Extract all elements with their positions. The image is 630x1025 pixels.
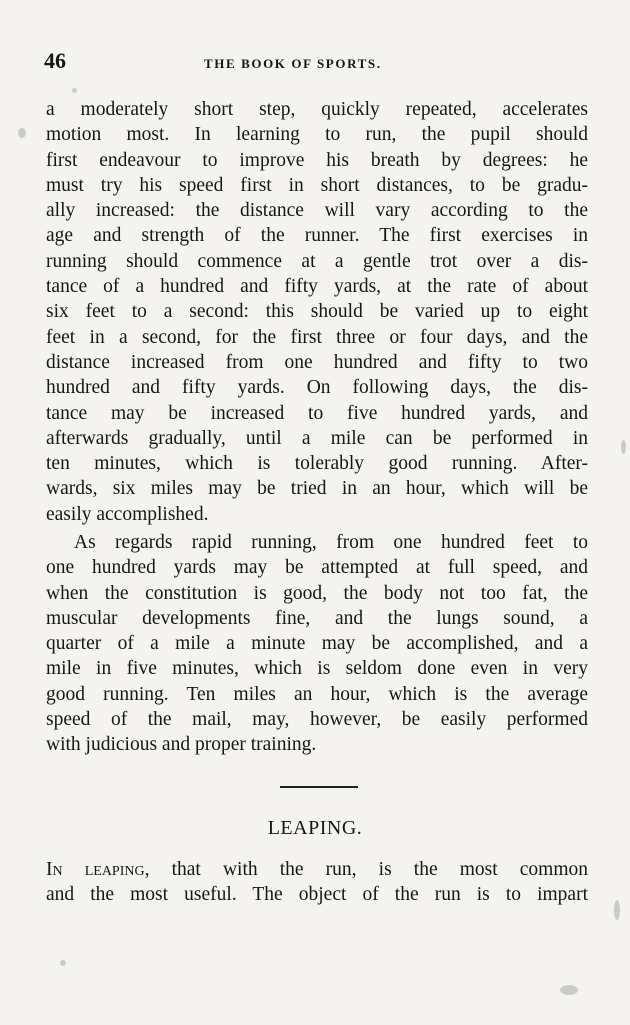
text-line: easily accomplished.	[46, 503, 209, 525]
paragraph-running	[46, 97, 588, 527]
text-line: six feet to a second: this should be varied up to eight	[46, 301, 588, 323]
section-title: LEAPING.	[267, 817, 363, 839]
text-line: running should commence at a gentle trot over a dis-	[46, 250, 588, 272]
text-line: distance increased from one hundred and fifty to two	[46, 351, 588, 373]
page-number: 46	[44, 48, 66, 73]
text-line: tance of a hundred and fifty yards, at the rate of about	[46, 276, 588, 298]
text-line: hundred and fifty yards. On following days, the dis-	[46, 377, 588, 399]
text-line: when the constitution is good, the body not too fat, the	[46, 582, 588, 604]
scan-speck	[60, 960, 66, 966]
scan-speck	[72, 88, 77, 93]
scan-speck	[18, 128, 26, 138]
running-head: THE BOOK OF SPORTS.	[204, 56, 382, 71]
text-line: good running. Ten miles an hour, which is the average	[46, 683, 588, 705]
text-line: feet in a second, for the first three or four days, and the	[46, 326, 588, 348]
scan-speck	[614, 900, 620, 920]
text-line: muscular developments fine, and the lungs sound, a	[46, 607, 588, 629]
text-line: and the most useful. The object of the run is to impart	[46, 884, 588, 906]
text-line: first endeavour to improve his breath by degrees: he	[46, 149, 588, 171]
text-line: with judicious and proper training.	[46, 734, 317, 756]
text-line: As regards rapid running, from one hundred feet to	[74, 532, 588, 553]
text-line	[46, 857, 588, 882]
section-divider	[280, 786, 358, 788]
text-line: afterwards gradually, until a mile can be performed in	[46, 427, 588, 449]
paragraph-rapid-running	[46, 530, 588, 758]
text-span: that with the run, is the most common	[149, 859, 588, 880]
text-line: age and strength of the runner. The first exercises in	[46, 225, 588, 247]
text-line: tance may be increased to five hundred yards, and	[46, 402, 588, 424]
text-line: motion most. In learning to run, the pupil should	[46, 124, 588, 146]
text-line: a moderately short step, quickly repeated, accelerates	[46, 99, 588, 120]
scan-speck	[560, 985, 578, 995]
text-line: speed of the mail, may, however, be easily performed	[46, 709, 588, 731]
text-line: quarter of a mile a minute may be accomplished, and a	[46, 633, 588, 655]
page-header	[44, 48, 588, 76]
text-line: must try his speed first in short distances, to be gradu-	[46, 174, 588, 196]
paragraph-leaping	[46, 857, 588, 908]
text-line: one hundred yards may be attempted at full speed, and	[46, 557, 588, 579]
text-line: wards, six miles may be tried in an hour, which will be	[46, 478, 588, 500]
lead-in-small-caps: In leaping,	[46, 859, 150, 880]
text-line: ally increased: the distance will vary according to the	[46, 200, 588, 222]
text-line: ten minutes, which is tolerably good running. After-	[46, 453, 588, 475]
scan-speck	[621, 440, 626, 454]
text-line: mile in five minutes, which is seldom done even in very	[46, 658, 588, 680]
